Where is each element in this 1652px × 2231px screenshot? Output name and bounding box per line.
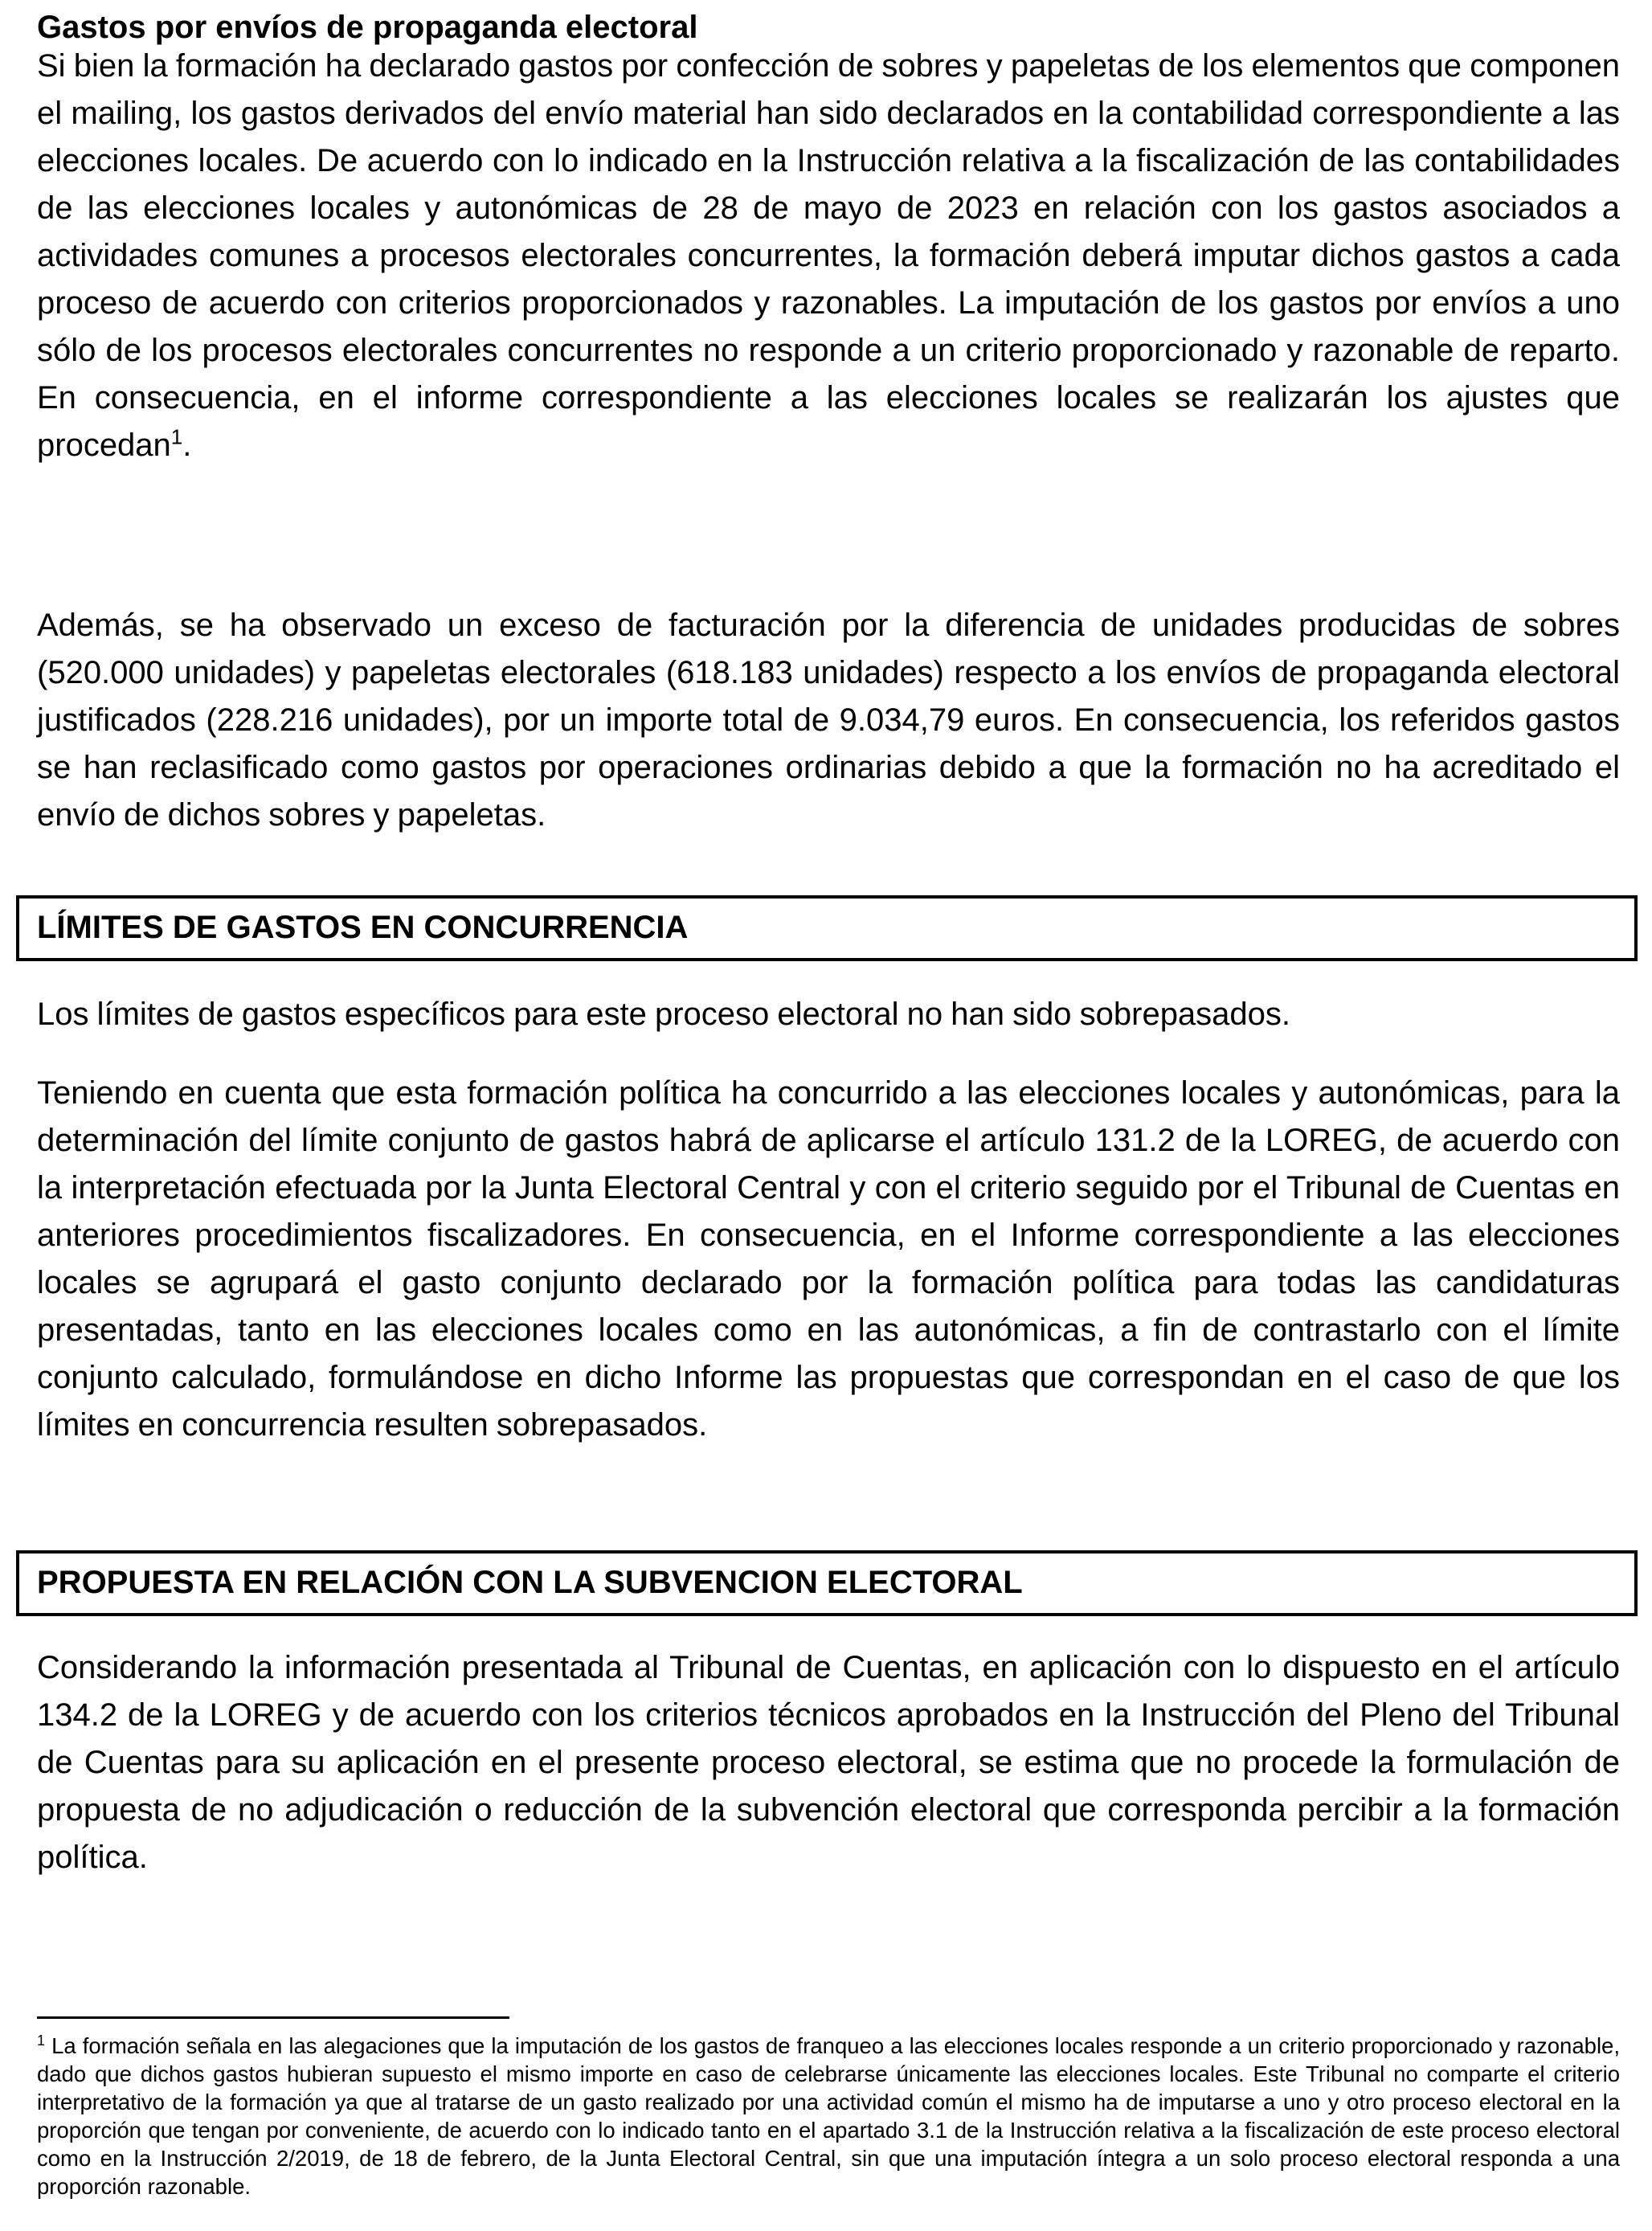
heading-propuesta-subvencion: PROPUESTA EN RELACIÓN CON LA SUBVENCION ELECTORAL xyxy=(16,1550,1638,1616)
heading-limites-gastos: LÍMITES DE GASTOS EN CONCURRENCIA xyxy=(16,895,1638,961)
footnote-reference: 1 xyxy=(170,424,183,449)
footnote-number: 1 xyxy=(37,2032,46,2049)
paragraph-gastos-envios-1-end: . xyxy=(182,428,192,463)
footnote-text: La formación señala en las alegaciones que la imputación de los gastos de franqueo a las elecciones locales responde a un criterio proporcionado y razonable, dado que dichos gastos hubieran supuesto el mismo importe en caso de celebrarse únicamente las elecciones locales. Este Tribunal no comparte el criterio interpretativo de la formación ya que al tratarse de un gasto realizado por una actividad común el mismo ha de imputarse a uno y otro proceso electoral en la proporción que tengan por conveniente, de acuerdo con lo indicado tanto en el apartado 3.1 de la Instrucción relativa a la fiscalización de este proceso electoral como en la Instrucción 2/2019, de 18 de febrero, de la Junta Electoral Central, sin que una imputación íntegra a un solo proceso electoral responda a una proporción razonable. xyxy=(37,2033,1620,2199)
heading-gastos-envios: Gastos por envíos de propaganda electoral xyxy=(37,10,698,45)
footnote-1 xyxy=(37,2032,1620,2200)
paragraph-gastos-envios-2: Además, se ha observado un exceso de facturación por la diferencia de unidades producidas de sobres (520.000 unidades) y papeletas electorales (618.183 unidades) respecto a los envíos de propaganda electoral justificados (228.216 unidades), por un importe total de 9.034,79 euros. En consecuencia, los referidos gastos se han reclasificado como gastos por operaciones ordinarias debido a que la formación no ha acreditado el envío de dichos sobres y papeletas. xyxy=(37,608,1620,833)
paragraph-gastos-envios-1-text: Si bien la formación ha declarado gastos por confección de sobres y papeletas de los elementos que componen el mailing, los gastos derivados del envío material han sido declarados en la contabilidad correspondiente a las elecciones locales. De acuerdo con lo indicado en la Instrucción relativa a la fiscalización de las contabilidades de las elecciones locales y autonómicas de 28 de mayo de 2023 en relación con los gastos asociados a actividades comunes a procesos electorales concurrentes, la formación deberá imputar dichos gastos a cada proceso de acuerdo con criterios proporcionados y razonables. La imputación de los gastos por envíos a uno sólo de los procesos electorales concurrentes no responde a un criterio proporcionado y razonable de reparto. En consecuencia, en el informe correspondiente a las elecciones locales se realizarán los ajustes que procedan xyxy=(37,48,1620,463)
paragraph-propuesta-1: Considerando la información presentada al Tribunal de Cuentas, en aplicación con lo dispuesto en el artículo 134.2 de la LOREG y de acuerdo con los criterios técnicos aprobados en la Instrucción del Pleno del Tribunal de Cuentas para su aplicación en el presente proceso electoral, se estima que no procede la formulación de propuesta de no adjudicación o reducción de la subvención electoral que corresponda percibir a la formación política. xyxy=(37,1650,1620,1875)
paragraph-limites-2: Teniendo en cuenta que esta formación política ha concurrido a las elecciones locales y autonómicas, para la determinación del límite conjunto de gastos habrá de aplicarse el artículo 131.2 de la LOREG, de acuerdo con la interpretación efectuada por la Junta Electoral Central y con el criterio seguido por el Tribunal de Cuentas en anteriores procedimientos fiscalizadores. En consecuencia, en el Informe correspondiente a las elecciones locales se agrupará el gasto conjunto declarado por la formación política para todas las candidaturas presentadas, tanto en las elecciones locales como en las autonómicas, a fin de contrastarlo con el límite conjunto calculado, formulándose en dicho Informe las propuestas que correspondan en el caso de que los límites en concurrencia resulten sobrepasados. xyxy=(37,1075,1620,1443)
footnote-separator xyxy=(37,2016,509,2019)
paragraph-gastos-envios-1 xyxy=(37,43,1620,469)
paragraph-limites-1: Los límites de gastos específicos para este proceso electoral no han sido sobrepasados. xyxy=(37,997,1291,1032)
